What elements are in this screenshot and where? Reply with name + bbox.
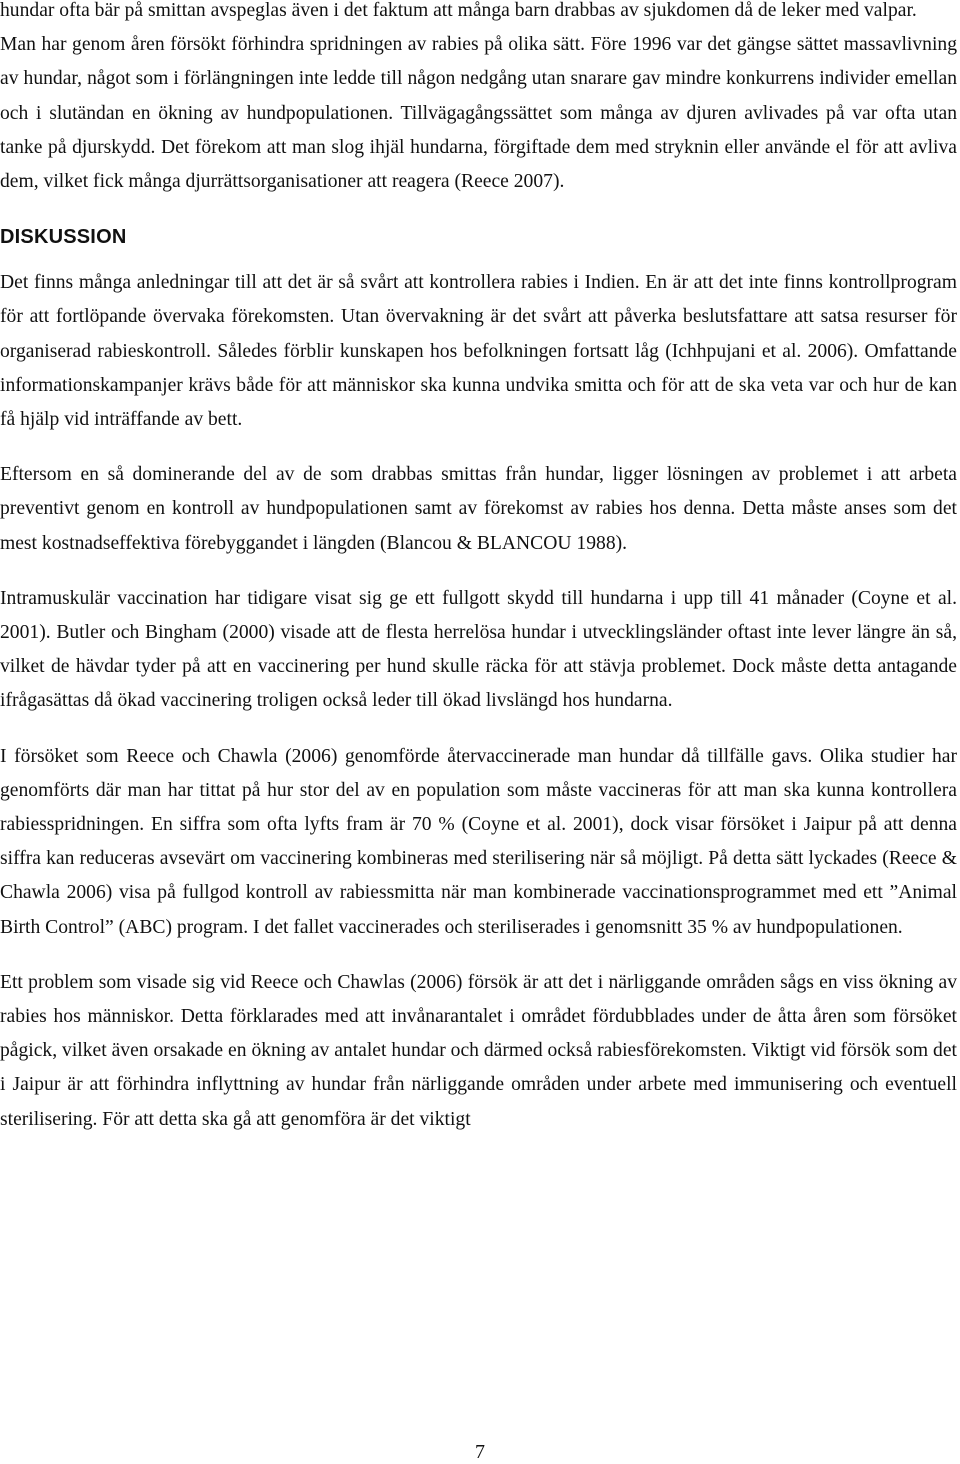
paragraph-discussion-4: I försöket som Reece och Chawla (2006) genomförde återvaccinerade man hundar då tillfälle gavs. Olika studier har genomförts där man har tittat på hur stor del av en population som måste vaccineras för att man ska kunna kontrollera rabiesspridningen. En siffra som ofta lyfts fram är 70 % (Coyne et al. 2001), dock visar försöket i Jaipur på att denna siffra kan reduceras avsevärt om vaccinering kombineras med sterilisering när så möjligt. På detta sätt lyckades (Reece & Chawla 2006) visa på fullgod kontroll av rabiessmitta när man kombinerade vaccinationsprogrammet med ett ”Animal Birth Control” (ABC) program. I det fallet vaccinerades och steriliserades i genomsnitt 35 % av hundpopulationen. [0, 745, 957, 938]
paragraph-discussion-5: Ett problem som visade sig vid Reece och Chawlas (2006) försök är att det i närliggande områden sågs en viss ökning av rabies hos människor. Detta förklarades med att invånarantalet i området fördubblades under de åtta åren som försöket pågick, vilket även orsakade en ökning av antalet hundar och därmed också rabiesförekomsten. Viktigt vid försök som det i Jaipur är att förhindra inflyttning av hundar från närliggande områden under arbete med immunisering och eventuell sterilisering. För att detta ska gå att genomföra är det viktigt [0, 971, 957, 1130]
paragraph-discussion-2: Eftersom en så dominerande del av de som drabbas smittas från hundar, ligger lösningen av problemet i att arbeta preventivt genom en kontroll av hundpopulationen samt av förekomst av rabies hos denna. Detta måste anses som det mest kostnadseffektiva förebyggandet i längden (Blancou & BLANCOU 1988). [0, 464, 957, 554]
section-heading-discussion: DISKUSSION [0, 226, 127, 249]
paragraph-discussion-3: Intramuskulär vaccination har tidigare visat sig ge ett fullgott skydd till hundarna i upp till 41 månader (Coyne et al. 2001). Butler och Bingham (2000) visade att de flesta herrelösa hundar i utvecklingsländer oftast inte lever längre än så, vilket de hävdar tyder på att en vaccinering per hund skulle räcka för att stävja problemet. Dock måste detta antagande ifrågasättas då ökad vaccinering troligen också leder till ökad livslängd hos hundarna. [0, 587, 957, 712]
page-number: 7 [475, 1441, 485, 1463]
paragraph-discussion-1: Det finns många anledningar till att det är så svårt att kontrollera rabies i Indien. En är att det inte finns kontrollprogram för att fortlöpande övervaka förekomsten. Utan övervakning är det svårt att påverka beslutsfattare att satsa resurser för organiserad rabieskontroll. Således förblir kunskapen hos befolkningen fortsatt låg (Ichhpujani et al. 2006). Omfattande informationskampanjer krävs både för att människor ska kunna undvika smitta och för att de ska veta var och hur de kan få hjälp vid inträffande av bett. [0, 272, 957, 431]
paragraph-intro-continuation: hundar ofta bär på smittan avspeglas även i det faktum att många barn drabbas av sjukdomen då de leker med valpar. [0, 0, 917, 21]
paragraph-historical-control: Man har genom åren försökt förhindra spridningen av rabies på olika sätt. Före 1996 var det gängse sättet massavlivning av hundar, något som i förlängningen inte ledde till någon nedgång utan snarare gav mindre konkurrens individer emellan och i slutändan en ökning av hundpopulationen. Tillvägagångssättet som många av djuren avlivades på var ofta utan tanke på djurskydd. Det förekom att man slog ihjäl hundarna, förgiftade dem med stryknin eller använde el för att avliva dem, vilket fick många djurrättsorganisationer att reagera (Reece 2007). [0, 34, 957, 193]
